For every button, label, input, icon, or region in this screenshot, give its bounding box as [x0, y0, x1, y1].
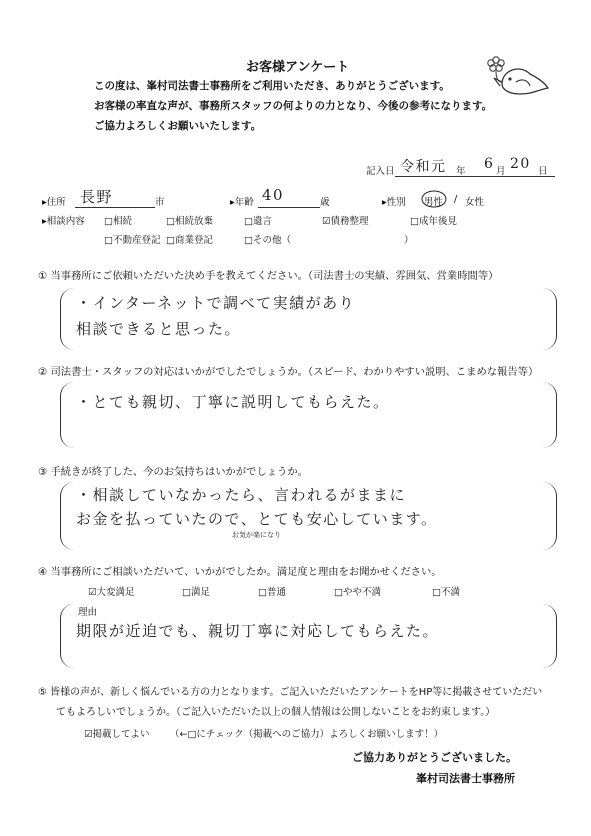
address-underline — [75, 207, 155, 208]
satisfaction-option[interactable]: □不満 — [432, 587, 460, 598]
date-month-unit: 月 — [496, 166, 506, 177]
satisfaction-option[interactable]: □普通 — [258, 587, 286, 598]
answer-1-line-2: 相談できると思った。 — [76, 320, 242, 338]
thanks-message: ご協力ありがとうございました。 — [352, 751, 517, 764]
gender-separator: / — [454, 194, 458, 205]
publish-consent-note: （←□にチェック（掲載へのご協力）よろしくお願いします！） — [170, 729, 444, 740]
satisfaction-option[interactable]: □満足 — [182, 587, 210, 598]
satisfaction-option-checked[interactable]: ☑大変満足 — [88, 587, 135, 598]
date-era: 令和元 — [400, 159, 447, 175]
question-4: ④ 当事務所にご相談いただいて、いかがでしたか。満足度と理由をお聞かせください。 — [38, 566, 442, 578]
date-day: 20 — [510, 156, 531, 172]
age-underline — [258, 207, 320, 208]
age-label: ▸年齢 — [230, 197, 254, 208]
consult-label: ▸相談内容 — [42, 216, 85, 227]
survey-title: お客様アンケート — [246, 60, 350, 75]
answer-1-line-1: ・インターネットで調べて実績があり — [76, 294, 356, 312]
publish-consent-checkbox[interactable]: ☑掲載してよい — [84, 729, 150, 740]
bird-icon — [480, 48, 552, 108]
date-year-unit: 年 — [456, 166, 466, 177]
gender-male: 男性 — [424, 197, 444, 208]
consult-option[interactable]: □成年後見 — [410, 216, 457, 227]
date-underline — [395, 176, 555, 177]
answer-2-line-1: ・とても親切、丁寧に説明してもらえた。 — [76, 393, 390, 411]
question-3: ③ 手続きが終了した、今のお気持ちはいかがでしょうか。 — [38, 466, 308, 478]
consult-option-other[interactable]: □その他（ — [244, 235, 291, 246]
satisfaction-option[interactable]: □やや不満 — [334, 587, 381, 598]
consult-other-close: ） — [404, 235, 414, 246]
address-label: ▸住所 — [42, 197, 66, 208]
consult-option[interactable]: □相続 — [104, 216, 132, 227]
date-label: 記入日 — [366, 166, 395, 177]
address-value: 長野 — [80, 188, 114, 206]
consult-option-checked[interactable]: ☑債務整理 — [322, 216, 369, 227]
answer-3-line-2: お金を払っていたので、とても安心しています。 — [76, 510, 438, 528]
consult-option[interactable]: □遺言 — [244, 216, 272, 227]
male-circle-mark — [420, 189, 448, 209]
intro-line-2: お客様の率直な声が、事務所スタッフの何よりの力となり、今後の参考になります。 — [94, 100, 493, 112]
age-value: 40 — [262, 186, 285, 204]
gender-label: ▸性別 — [382, 197, 406, 208]
answer-3-line-1: ・相談していなかったら、言われるがままに — [76, 486, 407, 504]
question-2: ② 司法書士・スタッフの対応はいかがでしたでしょうか。（スピード、わかりやすい説明、こまめな報告等） — [38, 366, 539, 378]
intro-line-3: ご協力よろしくお願いいたします。 — [94, 120, 262, 132]
intro-line-1: この度は、峯村司法書士事務所をご利用いただき、ありがとうございます。 — [94, 80, 450, 92]
age-suffix: 歳 — [320, 197, 330, 208]
answer-3-insertion: お気が楽になり — [232, 531, 281, 539]
office-name: 峯村司法書士事務所 — [416, 772, 515, 785]
answer-4-line-1: 期限が近迫でも、親切丁寧に対応してもらえた。 — [76, 622, 440, 640]
date-month: 6 — [484, 156, 495, 172]
question-5-line-1: ⑤ 皆様の声が、新しく悩んでいる方の力となります。ご記入いただいたアンケートをHP等に掲載させていただい — [38, 687, 543, 698]
date-day-unit: 日 — [538, 166, 548, 177]
question-1: ① 当事務所にご依頼いただいた決め手を教えてください。（司法書士の実績、雰囲気、営業時間等） — [38, 270, 499, 282]
consult-option[interactable]: □不動産登記 — [104, 235, 161, 246]
reason-label: 理由 — [78, 607, 98, 618]
consult-option[interactable]: □相続放棄 — [166, 216, 213, 227]
gender-female: 女性 — [465, 197, 485, 208]
consult-option[interactable]: □商業登記 — [166, 235, 213, 246]
address-suffix: 市 — [155, 197, 165, 208]
question-5-line-2: てもよろしいでしょうか。（ご記入いただいた以上の個人情報は公開しないことをお約束します。） — [56, 707, 496, 718]
